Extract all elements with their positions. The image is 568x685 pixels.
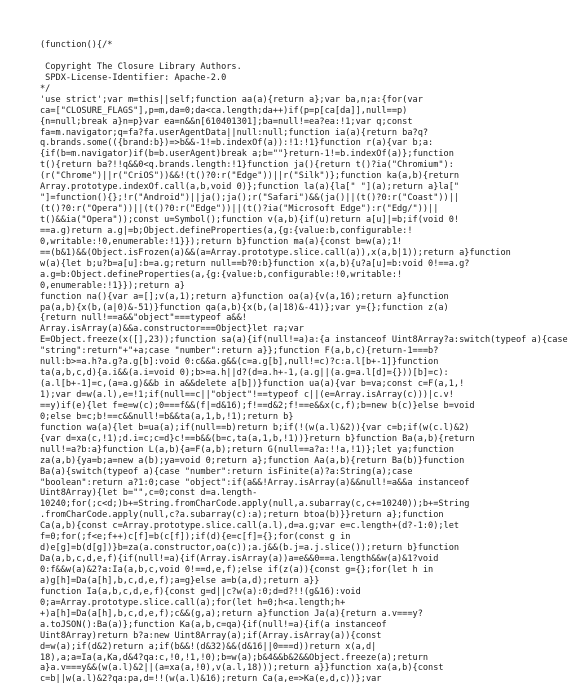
code-line: null:b>=a.h?a.g?a.g[b]:void 0:c&&a.g&&(c=a.g[b],null!=c)?c:a.l[b+-1]}function [40,357,439,368]
code-line: Array.isArray(a)&&a.constructor===Object}let ra;var [40,324,304,335]
code-line: {var d=xa(c,!1);d.i=c;c=d}c!==b&&(b=c,ta(a,1,b,!1))}return b}function Ba(a,b){return [40,433,475,444]
code-line: (t()?0:r("Opera"))||(t()?0:r("Edge"))||(t()?ia("Microsoft Edge"):r("Edg/"))|| [40,204,439,215]
code-line: fa=m.navigator;q=fa?fa.userAgentData||null:null;function ia(a){return ba?q? [40,127,429,138]
code-line: a.g=b:Object.defineProperties(a,{g:{value:b,configurable:!0,writable:! [40,269,403,280]
code-line: E=Object.freeze(x([],23));function sa(a){if(null!=a)a:{a instanceof Uint8Array?a:switch(typeof a){case [40,335,568,346]
code-line: {return null!==a&&"object"===typeof a&&! [40,313,247,324]
code-line: (a.l[b+-1]=c,(a=a.g)&&b in a&&delete a[b])}function ua(a){var b=va;const c=F(a,1,! [40,379,465,390]
code-line: SPDX-License-Identifier: Apache-2.0 [40,72,227,83]
code-line: "]=function(){};!r("Android")||ja();ja();r("Safari")&&(ja()||(t()?0:r("Coast"))|| [40,193,460,204]
code-line: w(a){let b;u?b=a[u]:b=a.g;return null==b?0:b}function x(a,b){u?a[u]=b:void 0!==a.g? [40,258,470,269]
code-line: ca=["CLOSURE_FLAGS"],p=m,da=0;da<ca.length;da++)if(p=p[ca[da]],null==p) [40,105,408,116]
code-line: function wa(a){let b=ua(a);if(null==b)return b;if(!(w(a.l)&2)){var c=b;if(w(c.l)&2) [40,422,470,433]
code-line: +)a[h]=Da(a[h],b,c,d,e,f);c&&(g,a);return a}function Ja(a){return a.v===y? [40,608,423,619]
code-line: d=w(a);if(d&2)return a;if(b&&!(d&32)&&(d&16||0===d))return x(a,d| [40,641,377,652]
code-line: {n=null;break a}n=p}var ea=n&&n[610401301];ba=null!=ea?ea:!1;var q;const [40,116,413,127]
code-line: .fromCharCode.apply(null,c?a.subarray(c):a);return btoa(b)}}return a};function [40,510,444,521]
source-code-text [40,40,568,685]
code-line: a.toJSON():Ba(a)};function Ka(a,b,c=qa){if(null!=a){if(a instanceof [40,619,387,630]
code-line: 0,writable:!0,enumerable:!1}});return b}function ma(a){const b=w(a);1! [40,236,403,247]
code-line: 0;a=Array.prototype.slice.call(a);for(let h=0;h<a.length;h+ [40,597,346,608]
code-line: a)g[h]=Da(a[h],b,c,d,e,f);a=g}else a=b(a,d);return a}} [40,575,320,586]
code-line: 10240;for(;c<d;)b+=String.fromCharCode.apply(null,a.subarray(c,c+=10240));b+=String [40,499,470,510]
code-line: za(a,b){ya=b;a=new a(b);ya=void 0;return a};function Aa(a,b){return Ba(b)}function [40,455,465,466]
code-line: ==y)if(e){let f=e=w(c);0===f&&(f|=d&16);f!==d&2;f!==e&&x(c,f);b=new b(c)}else b=void [40,400,475,411]
code-line: 0;else b=c;b!==c&&null!=b&&ta(a,1,b,!1);return b} [40,411,294,422]
code-line: Array.prototype.indexOf.call(a,b,void 0)};function la(a){la[" "](a);return a}la[" [40,182,460,193]
code-line: Ba(a){switch(typeof a){case "number":return isFinite(a)?a:String(a);case [40,466,413,477]
code-line: {if(b=m.navigator)if(b=b.userAgent)break a;b=""}return-1!=b.indexOf(a)};function [40,149,454,160]
code-line: a}a.v===y&&(w(a.l)&2||(a=xa(a,!0),v(a.l,18)));return a}}function xa(a,b){const [40,663,444,674]
code-line: t()&&ia("Opera"));const u=Symbol();function v(a,b){if(u)return a[u]|=b;if(void 0! [40,215,460,225]
code-line: ==(b&1)&&(Object.isFrozen(a)&&(a=Array.prototype.slice.call(a)),x(a,b|1));return a}function [40,247,511,258]
code-line: Ca(a,b){const c=Array.prototype.slice.call(a.l),d=a.g;var e=c.length+(d?-1:0);let [40,521,460,532]
code-line: Uint8Array){let b="",c=0;const d=a.length- [40,488,258,499]
code-line: q.brands.some(({brand:b})=>b&&-1!=b.indexOf(a)):!1:!1}function r(a){var b;a: [40,138,434,149]
code-line: pa(a,b){x(b,(a|0)&-51)}function qa(a,b){x(b,(a|18)&-41)};var y={};function z(a) [40,302,449,313]
code-line: "boolean":return a?1:0;case "object":if(a&&!Array.isArray(a)&&null!=a&&a instanceof [40,477,470,488]
code-line: 'use strict';var m=this||self;function aa(a){return a};var ba,n;a:{for(var [40,94,423,105]
code-line: null!=a?b:a}function L(a,b){a=F(a,b);return G(null==a?a:!!a,!1)};let ya;function [40,444,454,455]
code-line: 0,enumerable:!1}});return a} [40,280,185,291]
code-line: function na(){var a=[];v(a,1);return a}function oa(a){v(a,16);return a}function [40,291,449,302]
code-line: Da(a,b,c,d,e,f){if(null!=a){if(Array.isArray(a))a=e&&0==a.length&&w(a)&1?void [40,554,439,565]
code-line: 0:f&&w(a)&2?a:Ia(a,b,c,void 0!==d,e,f);else if(z(a)){const g={};for(let h in [40,565,434,575]
code-line: d)e[g]=b(d[g])}b=za(a.constructor,oa(c));a.j&&(b.j=a.j.slice());return b}function [40,543,460,554]
code-line: */ [40,83,51,94]
code-line: (r("Chrome")||r("CriOS"))&&!(t()?0:r("Edge"))||r("Silk")};function ka(a,b){return [40,171,460,182]
code-line: 1);var d=w(a.l),e=!1;if(null==c||"object"!==typeof c||(e=Array.isArray(c)))|c.v! [40,390,454,400]
code-line: (function(){/* [40,40,113,50]
code-line [40,51,470,62]
code-line: Copyright The Closure Library Authors. [40,61,242,72]
code-line: Uint8Array)return b?a:new Uint8Array(a);if(Array.isArray(a)){const [40,630,382,641]
code-line: ta(a,b,c,d){a.i&&(a.i=void 0);b>=a.h||d?(d=a.h+-1,(a.g||(a.g=a.l[d]={}))[b]=c): [40,368,449,379]
code-line: c=b||w(a.l)&2?qa:pa,d=!!(w(a.l)&16);return Ca(a,e=>Ka(e,d,c))};var [40,674,382,685]
code-line: function Ia(a,b,c,d,e,f){const g=d||c?w(a):0;d=d?!!(g&16):void [40,586,361,597]
code-line: "string":return"+"+a;case "number":return a}};function F(a,b,c){return-1===b? [40,346,439,357]
code-line: t(){return ba?!!q&&0<q.brands.length:!1}function ja(){return t()?ia("Chromium"): [40,160,454,171]
code-line: 18),a;a=Ia(a,Ka,d&4?qa:c,!0,!1,!0);b=w(a);b&4&&b&2&&Object.freeze(a);return [40,652,429,663]
code-line: ==a.g)return a.g|=b;Object.defineProperties(a,{g:{value:b,configurable:! [40,225,413,236]
code-line: f=0;for(;f<e;f++)c[f]=b(c[f]);if(d){e=c[f]={};for(const g in [40,532,351,543]
